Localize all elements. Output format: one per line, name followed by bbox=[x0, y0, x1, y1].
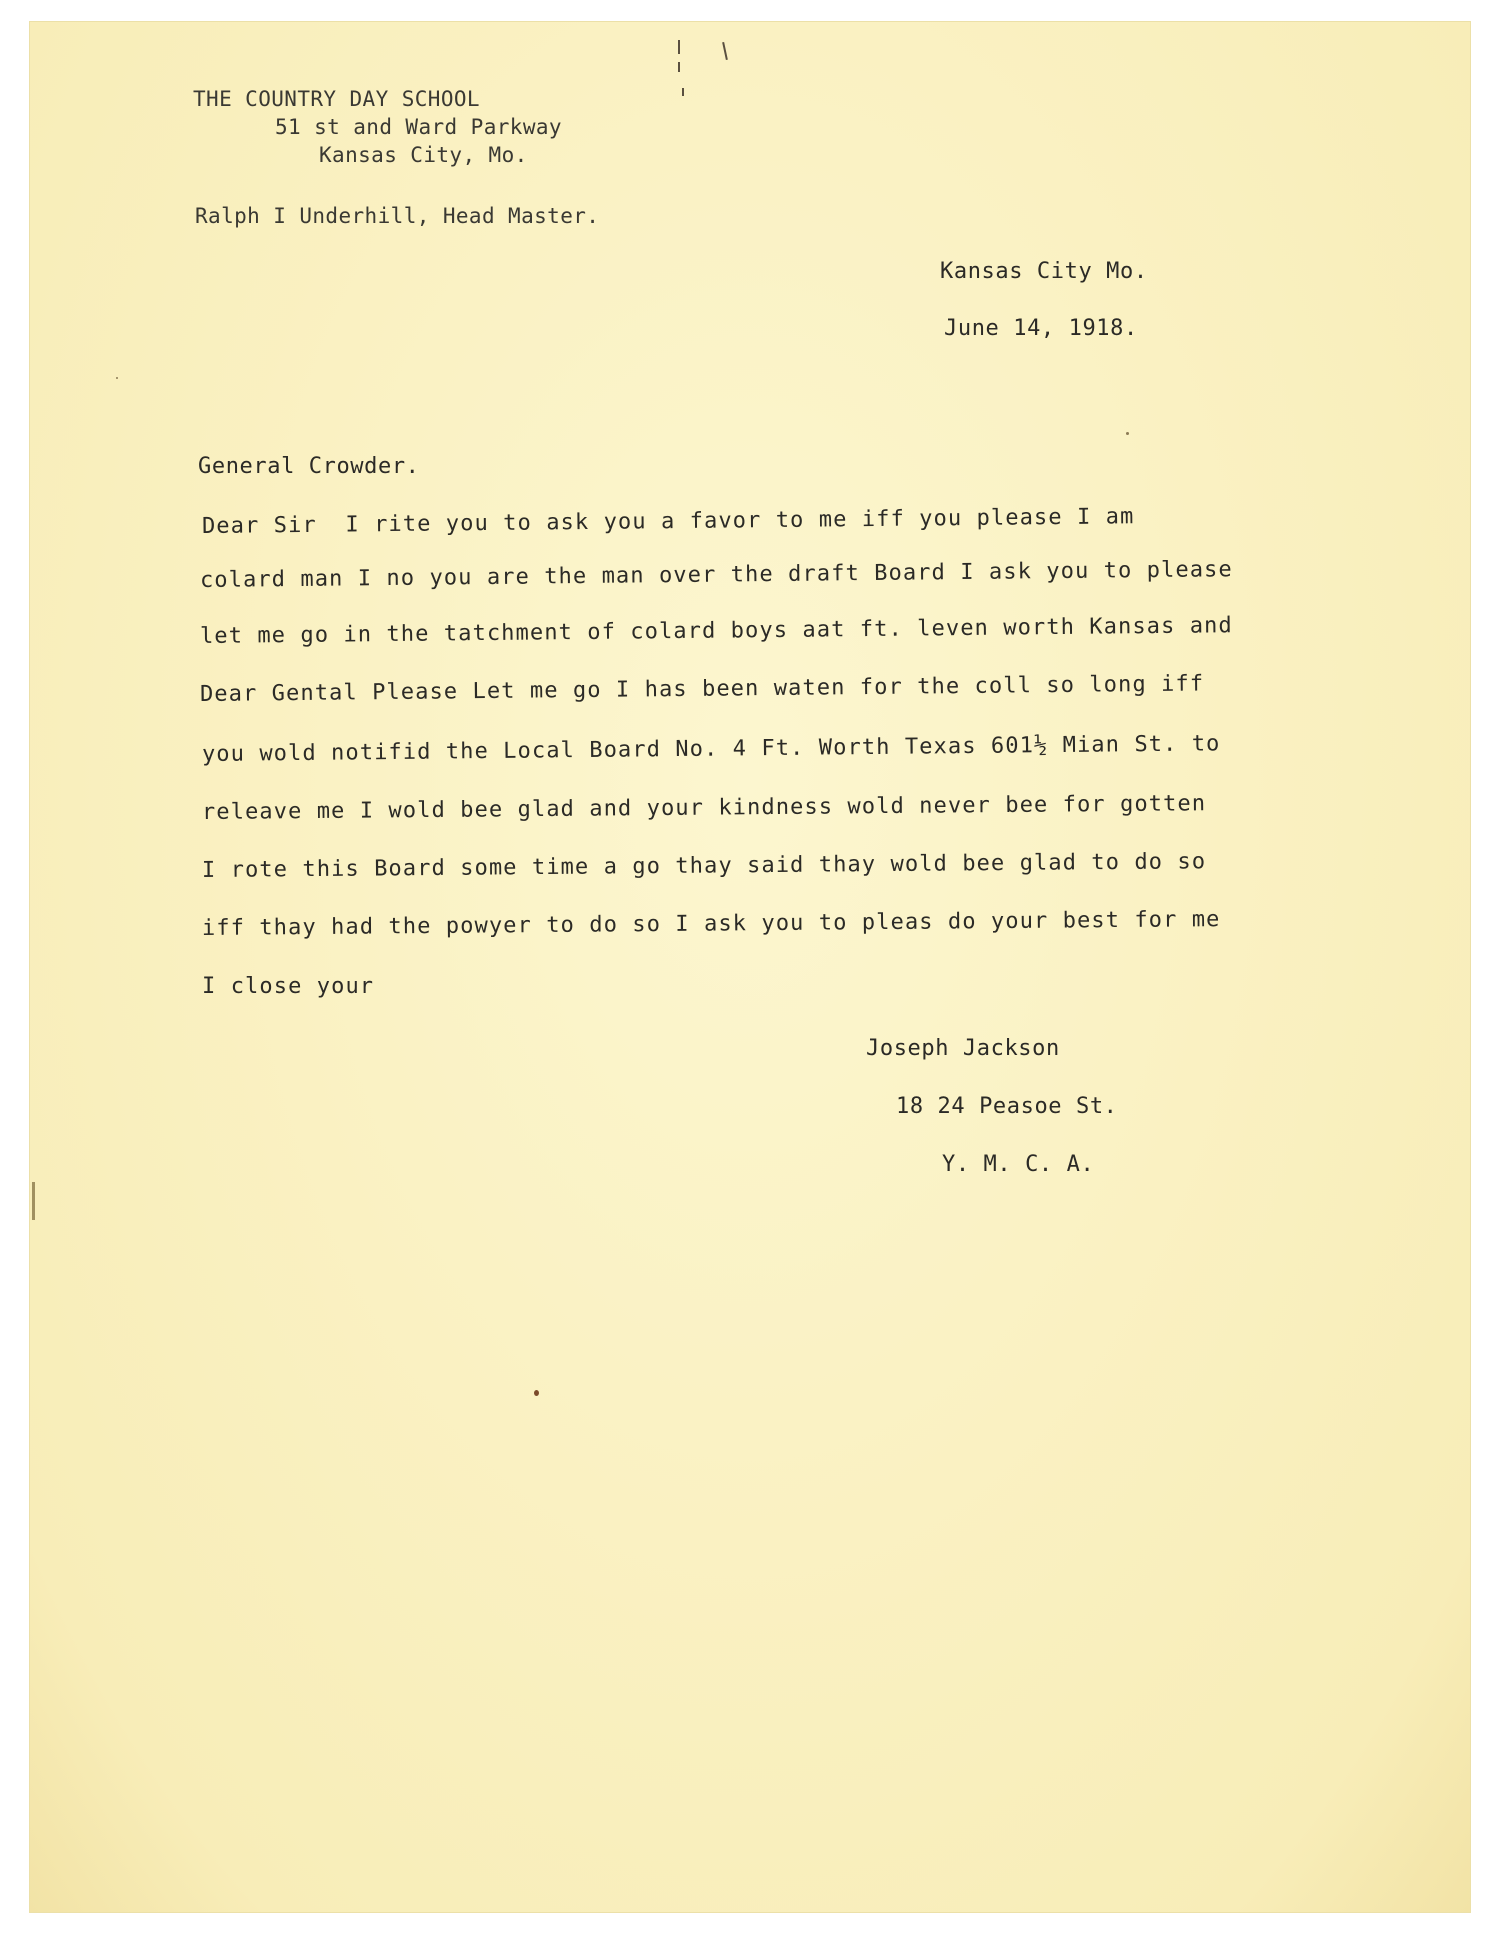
body-line: I close your bbox=[202, 974, 375, 999]
body-line: releave me I wold bee glad and your kindness wold never bee for gotten bbox=[201, 791, 1207, 825]
dateline-place: Kansas City Mo. bbox=[940, 259, 1148, 284]
letterhead-head-master: Ralph I Underhill, Head Master. bbox=[195, 204, 600, 228]
ink-mark bbox=[678, 40, 680, 54]
edge-mark bbox=[32, 1182, 35, 1220]
paper-speck bbox=[116, 377, 118, 379]
paper-speck bbox=[1126, 432, 1129, 435]
body-line: colard man I no you are the man over the draft Board I ask you to please bbox=[199, 557, 1233, 593]
ink-mark bbox=[722, 42, 728, 60]
signature-name: Joseph Jackson bbox=[866, 1036, 1060, 1061]
signature-address: 18 24 Peasoe St. bbox=[896, 1094, 1118, 1119]
body-line: you wold notifid the Local Board No. 4 Ft. Worth Texas 601½ Mian St. to bbox=[201, 731, 1221, 767]
body-line: let me go in the tatchment of colard boys aat ft. leven worth Kansas and bbox=[199, 613, 1233, 649]
body-line: I rote this Board some time a go thay said thay wold bee glad to do so bbox=[201, 849, 1207, 883]
ink-mark bbox=[682, 88, 684, 96]
ink-mark bbox=[678, 62, 680, 72]
letterhead-street: 51 st and Ward Parkway bbox=[275, 115, 562, 139]
paper-speck bbox=[534, 1390, 539, 1396]
letter-page bbox=[30, 22, 1470, 1912]
signature-org: Y. M. C. A. bbox=[942, 1152, 1095, 1177]
letterhead-school: THE COUNTRY DAY SCHOOL bbox=[193, 87, 480, 111]
dateline-date: June 14, 1918. bbox=[944, 316, 1138, 341]
salutation: General Crowder. bbox=[198, 454, 420, 479]
letterhead-city: Kansas City, Mo. bbox=[319, 143, 528, 167]
body-line: iff thay had the powyer to do so I ask you to pleas do your best for me bbox=[201, 907, 1221, 941]
body-line: Dear Sir I rite you to ask you a favor to me iff you please I am bbox=[201, 504, 1135, 539]
body-line: Dear Gental Please Let me go I has been waten for the coll so long iff bbox=[199, 671, 1205, 707]
